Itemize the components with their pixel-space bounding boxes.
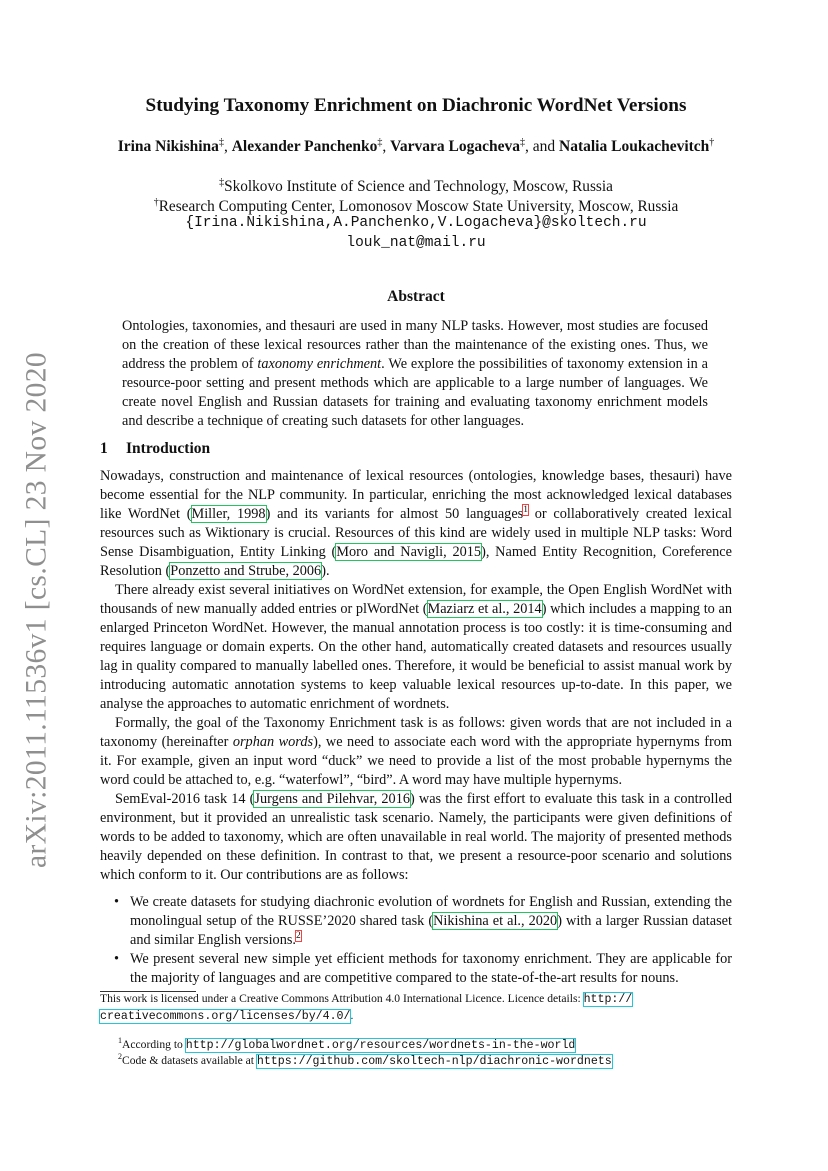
author-separator: , [382, 138, 391, 156]
contributions-list [114, 893, 732, 988]
author-mark: † [709, 137, 715, 148]
text-run: ), we need to associate each word with the appropriate hypernyms from it. For example, given an input word “duck” we need to provide a list of the most probable hypernyms the word could be attached to, e.g. “waterfowl”, “bird”. A word may have multiple hypernyms. [100, 734, 733, 788]
introduction-body [100, 467, 732, 885]
author-separator: , and [525, 138, 560, 156]
footnote-ref-link[interactable]: 1 [523, 505, 528, 516]
arxiv-identifier [12, 351, 62, 869]
abstract-part: Ontologies, taxonomies, and thesauri are used in many NLP tasks. However, most studies are focused on the creation of these lexical resources rather than the maintenance of the existing ones. Thus, we address the problem of [122, 318, 708, 372]
email-line-1: {Irina.Nikishina,A.Panchenko,V.Logacheva}@skoltech.ru [185, 215, 647, 231]
citation-link[interactable]: Moro and Navigli, 2015 [336, 544, 482, 560]
footnote-ref-link[interactable]: 2 [296, 931, 301, 942]
footnote-number: 2 [118, 1052, 122, 1061]
text-run: ) was the first effort to evaluate this task in a controlled environment, but it provided an unrealistic task scenario. Namely, the participants were given definitions of words to be added to taxonomy, which are often unavailable in real world. The majority of presented methods heavily depended on these definition. In contrast to that, we present a resource-poor scenario and solutions which conform to it. Our contributions are as follows: [100, 791, 732, 883]
footnote-url-link[interactable]: https://github.com/skoltech-nlp/diachronic-wordnets [256, 1054, 612, 1068]
author-list [80, 137, 752, 156]
text-run: SemEval-2016 task 14 ( [115, 791, 255, 807]
text-run: There already exist several initiatives on WordNet extension, for example, the Open English WordNet with thousands of new manually added entries or plWordNet ( [100, 582, 732, 617]
paragraph-1 [100, 467, 732, 581]
paragraph-2 [100, 581, 732, 714]
text-run: Code & datasets available at [122, 1053, 257, 1067]
author-name: Alexander Panchenko [231, 138, 378, 156]
affiliation-text: Research Computing Center, Lomonosov Moscow State University, Moscow, Russia [158, 198, 679, 216]
text-run: Formally, the goal of the Taxonomy Enrichment task is as follows: given words that are not included in a taxonomy (hereinafter [100, 715, 732, 750]
citation-link[interactable]: Maziarz et al., 2014 [427, 601, 542, 617]
email-line-2: louk_nat@mail.ru [346, 235, 486, 251]
section-number: 1 [100, 440, 108, 457]
emphasis: orphan words [232, 734, 314, 750]
footnote-url-link[interactable]: http://globalwordnet.org/resources/wordnets-in-the-world [185, 1038, 576, 1052]
abstract-heading: Abstract [387, 288, 445, 305]
author-mark: ‡ [218, 137, 224, 148]
author-separator: , [223, 138, 232, 156]
author-name: Natalia Loukachevitch [559, 138, 710, 156]
arxiv-identifier-text: arXiv:2011.11536v1 [cs.CL] 23 Nov 2020 [20, 351, 53, 869]
text-run: ) with a larger Russian dataset and similar English versions. [130, 913, 732, 948]
author-mark: ‡ [377, 137, 383, 148]
text-run: We present several new simple yet efficient methods for taxonomy enrichment. They are applicable for the majority of languages and are competitive compared to the state-of-the-art results for nouns. [130, 951, 732, 986]
text-run: According to [122, 1037, 186, 1051]
citation-link[interactable]: Nikishina et al., 2020 [433, 913, 558, 929]
text-run: ). [321, 563, 330, 579]
footnote-2 [118, 1049, 612, 1070]
bullet-icon: • [114, 894, 120, 910]
affiliation-mark: ‡ [219, 177, 225, 188]
license-url-link[interactable]: creativecommons.org/licenses/by/4.0/ [100, 1010, 351, 1023]
author-name: Varvara Logacheva [390, 138, 520, 156]
text-run: ) and its variants for almost 50 languages [265, 506, 524, 522]
text-run: ) which includes a mapping to an enlarged Princeton WordNet. However, the manual annotation process is too costly: it is time-consuming and requires language or domain experts. On the other hand, automatically created datasets and resources usually lag in quality compared to manually labelled ones. Therefore, it would be beneficial to assist manual work by introducing automatic annotation systems to keep valuable lexical resources up-to-date. In this paper, we analyse the approaches to automatic enrichment of wordnets. [100, 601, 732, 712]
text-run: or collaboratively created lexical resources such as Wiktionary is crucial. Resources of this kind are widely used in multiple NLP tasks: Word Sense Disambiguation, Entity Linking ( [100, 506, 732, 560]
text-run: This work is licensed under a Creative Commons Attribution 4.0 International Licence. Licence details: [100, 992, 584, 1005]
citation-link[interactable]: Jurgens and Pilehvar, 2016 [254, 791, 410, 807]
paragraph-3 [100, 714, 732, 790]
citation-link[interactable]: Ponzetto and Strube, 2006 [170, 563, 322, 579]
abstract-text [122, 317, 708, 431]
text-run: ), Named Entity Recognition, Coreference Resolution ( [100, 544, 732, 579]
paragraph-4 [100, 790, 732, 885]
license-url-link[interactable]: http:// [583, 993, 633, 1006]
author-mark: ‡ [520, 137, 525, 148]
citation-link[interactable]: Miller, 1998 [191, 506, 266, 522]
list-item [114, 950, 732, 988]
license-note [100, 991, 732, 1025]
affiliation-mark: † [153, 197, 159, 208]
list-item [114, 893, 732, 950]
footnote-number: 1 [118, 1036, 122, 1045]
abstract-emphasis: taxonomy enrichment [257, 356, 382, 372]
text-run: Nowadays, construction and maintenance of lexical resources (ontologies, knowledge bases, thesauri) have become essential for the NLP community. In particular, enriching the most acknowledged lexical databases like WordNet ( [100, 468, 732, 522]
paper-title: Studying Taxonomy Enrichment on Diachronic WordNet Versions [145, 95, 687, 116]
section-title: Introduction [126, 440, 211, 457]
author-name: Irina Nikishina [117, 138, 219, 156]
affiliation-text: Skolkovo Institute of Science and Technology, Moscow, Russia [224, 178, 613, 196]
section-heading [100, 440, 210, 458]
text-run: We create datasets for studying diachronic evolution of wordnets for English and Russian, extending the monolingual setup of the RUSSE’2020 shared task ( [130, 894, 732, 929]
bullet-icon: • [114, 951, 120, 967]
text-run: . [350, 1009, 354, 1022]
abstract-part: . We explore the possibilities of taxonomy extension in a resource-poor setting and present methods which are applicable to a large number of languages. We create novel English and Russian datasets for training and evaluating taxonomy enrichment models and describe a technique of creating such datasets for other languages. [122, 356, 708, 429]
